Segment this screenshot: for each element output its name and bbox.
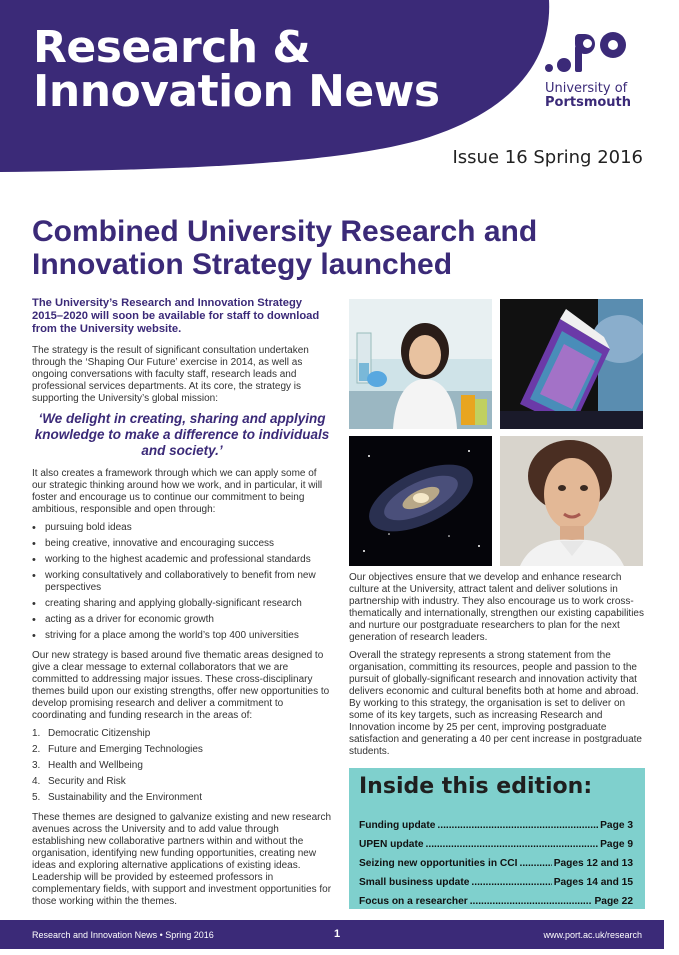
glowing-chip-photo bbox=[500, 299, 643, 429]
body-paragraph-1: The strategy is the result of significant consultation undertaken through the ‘Shaping Our Future’ exercise in 2014, as well as ongoing conversations with faculty staff, research leads and professional services departments. At its core, the strategy is supporting the University’s global mission: bbox=[32, 345, 309, 404]
researcher-photo bbox=[349, 299, 492, 429]
list-item: 3. Health and Wellbeing bbox=[32, 760, 143, 771]
logo-text-line-1: University of bbox=[545, 81, 628, 96]
university-logo bbox=[545, 28, 655, 110]
masthead-title bbox=[33, 22, 440, 117]
list-item: 1. Democratic Citizenship bbox=[32, 728, 151, 739]
body-paragraph-5: Our objectives ensure that we develop and enhance research culture at the University, attract talent and deliver solutions in partnership with industry. They also encourage us to work cross-thematically and internationally, strengthen our existing capabilities and nurture our postgraduate researchers to plan for the next generation of research leaders. bbox=[349, 572, 644, 643]
article-headline bbox=[32, 215, 632, 281]
body-paragraph-2: It also creates a framework through which we can apply some of our strategic thinking around how we work, and in particular, it will foster and encourage us to continue our commitment to being ambitious, responsible and open through: bbox=[32, 468, 323, 515]
logo-dots-icon bbox=[545, 28, 655, 78]
list-item: • creating sharing and applying globally-significant research bbox=[45, 598, 332, 610]
right-column bbox=[349, 572, 645, 764]
values-bullet-list bbox=[32, 522, 332, 642]
headline-line-1: Combined University Research and bbox=[32, 215, 538, 248]
list-item: • being creative, innovative and encouraging success bbox=[45, 538, 332, 550]
headline-line-2: Innovation Strategy launched bbox=[32, 248, 453, 281]
page-footer bbox=[0, 920, 664, 949]
issue-label: Issue 16 Spring 2016 bbox=[452, 147, 643, 168]
footer-website-link[interactable]: www.port.ac.uk/research bbox=[543, 930, 642, 940]
toc-item[interactable]: Focus on a researcher ..... Page 22 bbox=[359, 888, 633, 907]
list-item: 2. Future and Emerging Technologies bbox=[32, 744, 203, 755]
inside-edition-box bbox=[349, 768, 645, 909]
themes-numbered-list bbox=[32, 728, 332, 804]
table-of-contents bbox=[359, 812, 633, 907]
intro-paragraph: The University’s Research and Innovation Strategy 2015–2020 will soon be available for staff to download from the University website. bbox=[32, 297, 320, 335]
page-number: 1 bbox=[334, 928, 341, 940]
body-paragraph-4: These themes are designed to galvanize existing and new research avenues across the University and to add value through establishing new collaborative partners within and without the organisation, identifying new funding opportunities, creating new ideas and exploring alternative applications of existing ideas. Leadership will be provided by esteemed professors in complementary fields, with support and investment opportunities for those working within the themes. bbox=[32, 812, 332, 907]
list-item: 5. Sustainability and the Environment bbox=[32, 792, 202, 803]
toc-item[interactable]: UPEN update ..... Page 9 bbox=[359, 831, 633, 850]
masthead-line-2: Innovation News bbox=[33, 66, 440, 117]
mission-quote: ‘We delight in creating, sharing and applying knowledge to make a difference to individuals and society.’ bbox=[34, 411, 330, 458]
list-item: • working consultatively and collaboratively to benefit from new perspectives bbox=[45, 570, 332, 594]
left-column bbox=[32, 297, 332, 914]
inside-edition-title: Inside this edition: bbox=[359, 774, 593, 799]
list-item: • working to the highest academic and professional standards bbox=[45, 554, 332, 566]
toc-item[interactable]: Funding update ..... Page 3 bbox=[359, 812, 633, 831]
photo-grid bbox=[349, 299, 645, 566]
toc-item[interactable]: Seizing new opportunities in CCI ..... Pages 12 and 13 bbox=[359, 850, 633, 869]
list-item: • acting as a driver for economic growth bbox=[45, 614, 332, 626]
list-item: • striving for a place among the world’s top 400 universities bbox=[45, 630, 332, 642]
toc-item[interactable]: Small business update ..... Pages 14 and 15 bbox=[359, 869, 633, 888]
logo-text-line-2: Portsmouth bbox=[545, 95, 632, 110]
body-paragraph-3: Our new strategy is based around five thematic areas designed to give a clear message to external collaborators that we are committed to addressing major issues. These cross-disciplinary themes build upon our existing strengths, offer new opportunities to develop promising research and deliver a commitment to coordinating and funding research in the areas of: bbox=[32, 650, 330, 721]
body-paragraph-6: Overall the strategy represents a strong statement from the organisation, committing its resources, people and passion to the pursuit of globally-significant research and innovation activity that delivers economic and cultural benefits both at home and abroad. By working to this strategy, the organisation is set to deliver on some of its key targets, such as increasing Research and Innovation income by 25 per cent, improving postgraduate satisfaction and generating a 40 per cent increase in postgraduate students. bbox=[349, 650, 642, 757]
virtual-character-photo bbox=[500, 436, 643, 566]
list-item: • pursuing bold ideas bbox=[45, 522, 332, 534]
list-item: 4. Security and Risk bbox=[32, 776, 126, 787]
masthead-line-1: Research & bbox=[33, 22, 311, 73]
footer-publication: Research and Innovation News • Spring 2016 bbox=[32, 930, 214, 940]
galaxy-photo bbox=[349, 436, 492, 566]
